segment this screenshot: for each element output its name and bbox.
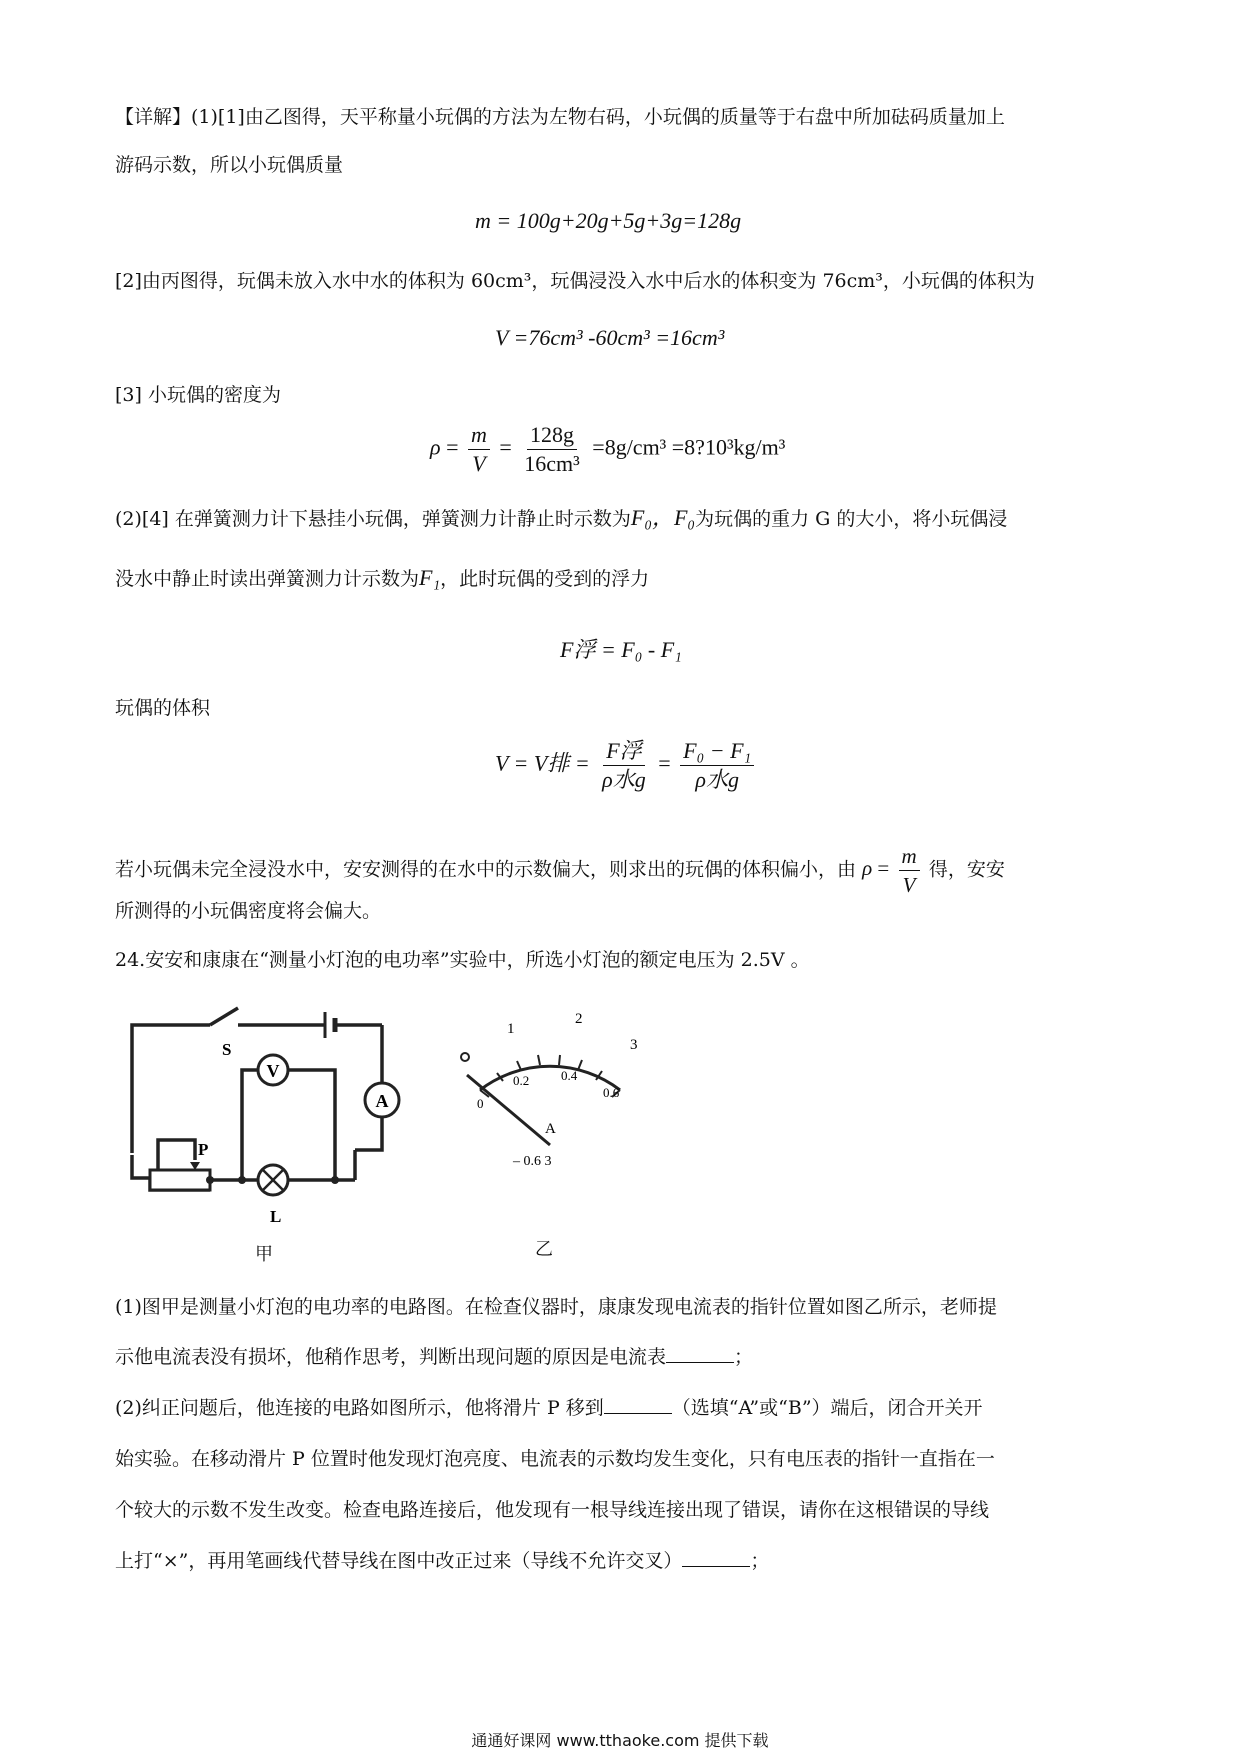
switch-label: S — [222, 1040, 232, 1059]
fraction-numerator: F浮 — [603, 738, 644, 766]
fraction-numerator: m — [468, 422, 490, 450]
q1-line-2 — [115, 1342, 753, 1372]
equation-toy-volume: V = V排 = $\frac{\text{F浮}}{\text{ρ水g}}$ = $\frac{\text{F₀ − F₁}}{\text{ρ水g}}$ — [495, 738, 758, 793]
q2-line-3: 个较大的示数不发生改变。检查电路连接后，他发现有一根导线连接出现了错误，请你在这根错误的导线 — [115, 1499, 990, 1521]
text-segment: ，此时玩偶的受到的浮力 — [440, 568, 650, 590]
q1-line-1: (1)图甲是测量小灯泡的电功率的电路图。在检查仪器时，康康发现电流表的指针位置如图乙所示，老师提 — [115, 1296, 997, 1318]
rho-symbol: ρ — [862, 856, 873, 881]
conclusion-line-2: 所测得的小玩偶密度将会偏大。 — [115, 900, 382, 922]
equation-volume: V =76cm³ -60cm³ =16cm³ — [495, 325, 725, 350]
text-segment: 没水中静止时读出弹簧测力计示数为 — [115, 568, 420, 590]
fraction-numerator: 128g — [527, 422, 577, 450]
detail-line-2: 游码示数，所以小玩偶质量 — [115, 154, 344, 176]
toy-volume-intro: 玩偶的体积 — [115, 697, 211, 719]
q2-line-4 — [115, 1546, 769, 1576]
text-segment: 为玩偶的重力 G 的大小，将小玩偶浸 — [695, 508, 1008, 530]
scale-label: 0.6 — [603, 1085, 620, 1100]
detail-line-1: 【详解】(1)[1]由乙图得，天平称量小玩偶的方法为左物右码，小玩偶的质量等于右盘中所加砝码质量加上 — [115, 106, 1005, 128]
question-24-intro: 24.安安和康康在“测量小灯泡的电功率”实验中，所选小灯泡的额定电压为 2.5V 。 — [115, 949, 810, 971]
text-segment: ； — [750, 1550, 770, 1572]
equation-buoyancy: F浮 = F₀ - F₁ — [560, 637, 682, 662]
fraction-m-over-v — [468, 422, 490, 477]
fraction-denominator: ρ水g — [602, 767, 646, 792]
scale-label: 0.2 — [513, 1073, 530, 1088]
fraction-denominator: ρ水g — [695, 767, 739, 792]
fraction-denominator: V — [472, 451, 486, 476]
top-scale-label: 3 — [630, 1037, 638, 1053]
volume-lhs: V = V排 = — [495, 750, 590, 776]
inline-density-formula: ρ = $\frac{m}{V}$ — [862, 856, 929, 880]
f0-symbol: F₀， — [630, 505, 674, 530]
text-segment: ； — [734, 1346, 754, 1368]
equation-mass: m = 100g+20g+5g+3g=128g — [475, 208, 742, 233]
text-segment: 若小玩偶未完全浸没水中，安安测得的在水中的示数偏大，则求出的玩偶的体积偏小，由 — [115, 858, 857, 881]
fraction-numerator: F₀ − F₁ — [680, 738, 754, 766]
rheostat — [150, 1170, 210, 1190]
scale-label: 0 — [477, 1096, 484, 1111]
text-segment: 示他电流表没有损坏，他稍作思考，判断出现问题的原因是电流表 — [115, 1346, 667, 1368]
fraction-forces — [680, 738, 754, 793]
ammeter-dial-yi — [445, 1005, 655, 1185]
text-segment: （选填“A”或“B”）端后，闭合开关开 — [671, 1397, 983, 1419]
fraction-denominator: V — [902, 873, 916, 897]
fraction-denominator: 16cm³ — [524, 451, 580, 476]
top-scale-label: 1 — [507, 1021, 515, 1037]
top-scale-label: 2 — [575, 1011, 583, 1027]
voltmeter-label: V — [266, 1061, 280, 1081]
text-segment: (2)纠正问题后，他连接的电路如图所示，他将滑片 P 移到 — [115, 1397, 604, 1419]
spring-scale-line-2 — [115, 563, 649, 594]
lamp-label: L — [270, 1207, 282, 1226]
answer-blank[interactable] — [604, 1395, 672, 1414]
volume-line: [2]由丙图得，玩偶未放入水中水的体积为 60cm³，玩偶浸没入水中后水的体积变为 76cm³，小玩偶的体积为 — [115, 270, 1035, 292]
text-segment: (2)[4] 在弹簧测力计下悬挂小玩偶，弹簧测力计静止时示数为 — [115, 508, 631, 530]
spring-scale-line-1 — [115, 503, 1007, 534]
figure-yi-caption: 乙 — [535, 1239, 553, 1260]
fraction-values — [521, 422, 582, 477]
scale-label: 0.4 — [561, 1068, 578, 1083]
text-segment: 上打“×”，再用笔画线代替导线在图中改正过来（导线不允许交叉） — [115, 1550, 683, 1572]
text-segment: 得，安安 — [928, 858, 1005, 881]
slider-label: P — [198, 1140, 209, 1159]
figure-jia-caption: 甲 — [255, 1244, 273, 1265]
fraction-buoyancy — [599, 738, 649, 793]
density-result: =8g/cm³ =8?10³kg/m³ — [592, 434, 786, 460]
fraction-numerator: m — [899, 843, 920, 871]
f1-symbol: F₁ — [419, 565, 441, 590]
f0-symbol: F₀ — [673, 505, 696, 530]
conclusion-line-1 — [115, 843, 1005, 898]
footer-source: 通通好课网 www.tthaoke.com 提供下载 — [471, 1731, 769, 1750]
rho-symbol: ρ — [430, 434, 441, 460]
q2-line-1 — [115, 1393, 983, 1423]
terminal-labels: – 0.6 3 — [513, 1154, 552, 1169]
ammeter-label: A — [375, 1091, 389, 1111]
answer-blank[interactable] — [666, 1344, 734, 1363]
q2-line-2: 始实验。在移动滑片 P 位置时他发现灯泡亮度、电流表的示数均发生变化，只有电压表的指针一直指在一 — [115, 1448, 995, 1470]
equation-density: ρ = $\frac{m}{V}$ = $\frac{128g}{\text{16cm³}}$ =8g/cm³ =8?10³kg/m³ — [430, 422, 786, 476]
density-intro: [3] 小玩偶的密度为 — [115, 384, 281, 406]
fraction-m-over-v — [899, 843, 920, 898]
unit-label: A — [545, 1121, 556, 1137]
answer-blank[interactable] — [682, 1548, 750, 1567]
circuit-diagram-jia — [120, 1000, 420, 1240]
